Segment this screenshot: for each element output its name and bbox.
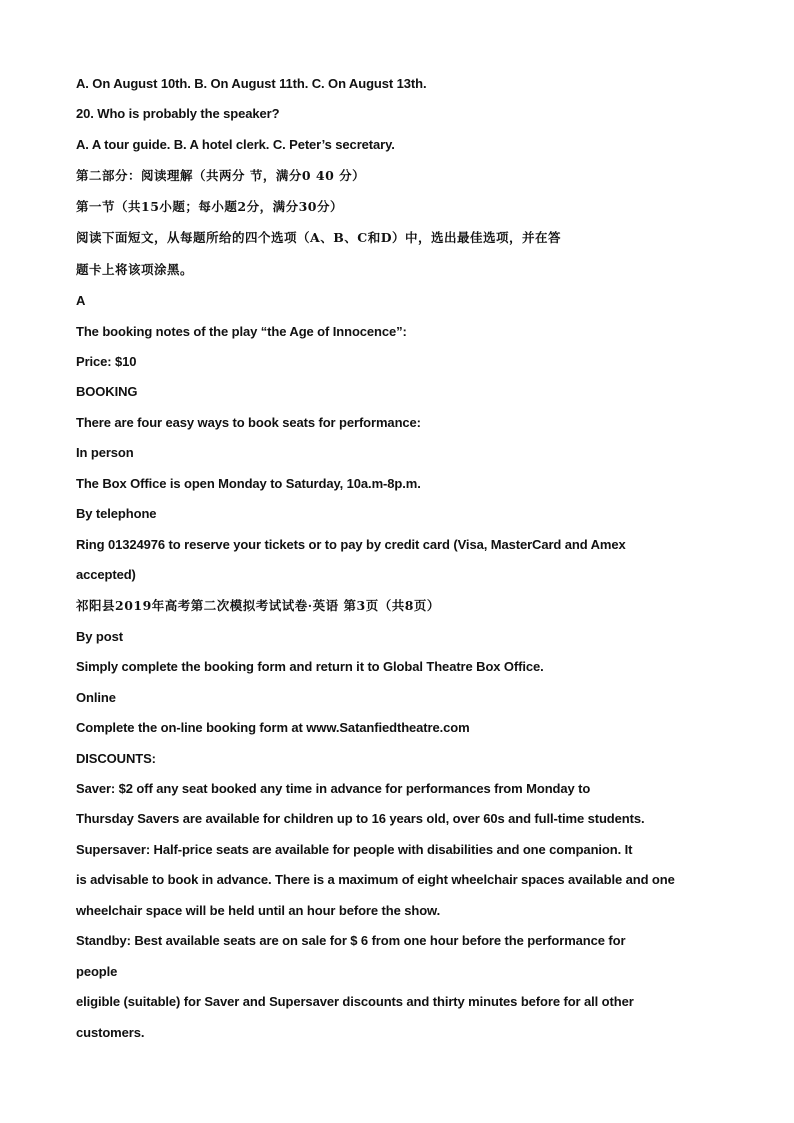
instructions-line-2: 题卡上将该项涂黑。 [76, 262, 194, 277]
online-heading: Online [76, 690, 116, 705]
q20-question: 20. Who is probably the speaker? [76, 106, 280, 121]
passage-title: The booking notes of the play “the Age of Innocence”: [76, 324, 407, 339]
q20-options: A. A tour guide. B. A hotel clerk. C. Peter’s secretary. [76, 137, 395, 152]
standby-text-cont: people [76, 964, 118, 979]
saver-text: Saver: $2 off any seat booked any time in advance for performances from Monday to [76, 781, 591, 796]
telephone-heading: By telephone [76, 506, 157, 521]
telephone-text: Ring 01324976 to reserve your tickets or to pay by credit card (Visa, MasterCard and Amex [76, 537, 626, 552]
supersaver-text-cont: is advisable to book in advance. There is a maximum of eight wheelchair spaces available and one [76, 872, 675, 887]
telephone-text-cont: accepted) [76, 567, 136, 582]
part2-heading: 第二部分：阅读理解（共两分 节，满分0 40 分） [76, 168, 366, 183]
section1-heading: 第一节（共15小题；每小题2分，满分30分） [76, 199, 343, 214]
in-person-text: The Box Office is open Monday to Saturday, 10a.m-8p.m. [76, 476, 421, 491]
standby-text-end: customers. [76, 1025, 145, 1040]
discounts-heading: DISCOUNTS: [76, 751, 156, 766]
in-person-heading: In person [76, 445, 134, 460]
instructions-line-1: 阅读下面短文，从每题所给的四个选项（A、B、C和D）中，选出最佳选项，并在答 [76, 230, 562, 245]
standby-text-cont-2: eligible (suitable) for Saver and Supersaver discounts and thirty minutes before for all other [76, 994, 634, 1009]
post-text: Simply complete the booking form and return it to Global Theatre Box Office. [76, 659, 544, 674]
post-heading: By post [76, 629, 123, 644]
q19-options: A. On August 10th. B. On August 11th. C. On August 13th. [76, 76, 427, 91]
booking-heading: BOOKING [76, 384, 138, 399]
page-footer: 祁阳县2019年高考第二次模拟考试试卷·英语 第3页（共8页） [76, 598, 440, 613]
supersaver-text-end: wheelchair space will be held until an hour before the show. [76, 903, 441, 918]
online-text: Complete the on-line booking form at www.Satanfiedtheatre.com [76, 720, 470, 735]
passage-label: A [76, 293, 86, 308]
saver-text-cont: Thursday Savers are available for children up to 16 years old, over 60s and full-time students. [76, 811, 645, 826]
booking-intro: There are four easy ways to book seats for performance: [76, 415, 421, 430]
standby-text: Standby: Best available seats are on sale for $ 6 from one hour before the performance for [76, 933, 626, 948]
price-line: Price: $10 [76, 354, 137, 369]
supersaver-text: Supersaver: Half-price seats are available for people with disabilities and one companion. It [76, 842, 633, 857]
